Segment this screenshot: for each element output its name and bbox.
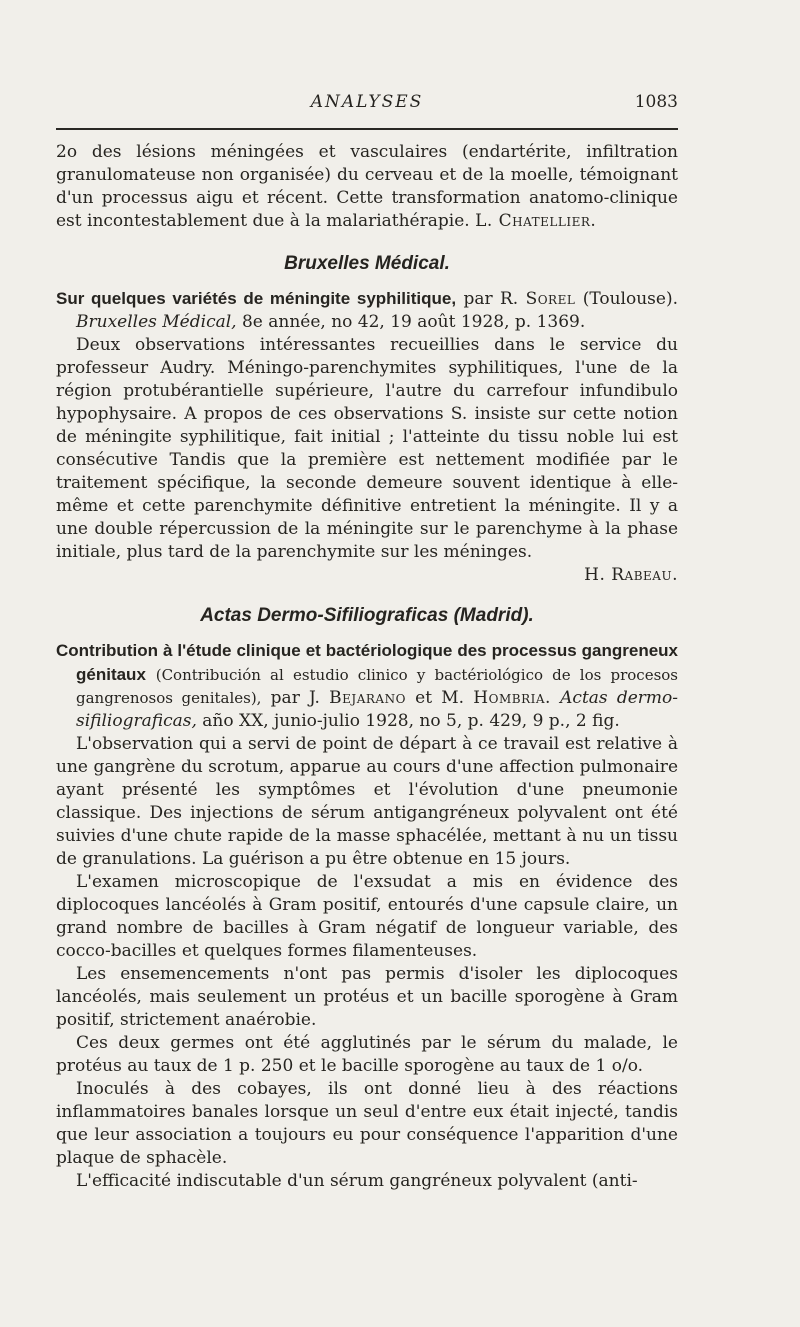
journal-name: Bruxelles Médical, [76, 312, 237, 332]
ref-details: año XX, junio-julio 1928, no 5, p. 429, 9 p., 2 fig. [202, 711, 620, 731]
journal-heading-bruxelles: Bruxelles Médical. [284, 253, 450, 274]
article-reference [56, 639, 678, 733]
signature-text: H. Rabeau. [584, 565, 678, 585]
article-body: Deux observations intéressantes recueillies dans le service du professeur Audry. Méningo-parenchymites syphilitiques, l'une de la région protubérantielle supérieure, l'autre du carrefour infundibulo hypophysaire. A propos de ces observations S. insiste sur cette notion de méningite syphilitique, fait initial ; l'atteinte du tissu noble lui est consécutive Tandis que la première est nettement modifiée par le traitement spécifique, la seconde demeure souvent identique à elle-même et cette parenchymite définitive entretient la méningite. Il y a une double répercussion de la méningite sur le parenchyme à la phase initiale, plus tard de la parenchymite sur les méninges. [56, 335, 678, 562]
signature-rabeau [56, 564, 678, 587]
ref-by: par J. [270, 688, 320, 708]
article-paragraph: Les ensemencements n'ont pas permis d'isoler les diplocoques lancéolés, mais seulement un protéus et un bacille sporogène à Gram positif, strictement anaérobie. [56, 964, 678, 1030]
ref-details: 8e année, no 42, 19 août 1928, p. 1369. [241, 312, 586, 332]
header-rule [56, 128, 678, 130]
running-head [56, 92, 678, 118]
page-body [56, 141, 678, 1193]
article-title: Sur quelques variétés de méningite syphilitique, [56, 289, 457, 308]
journal-name: Actas dermo-sifiliograficas, [76, 688, 679, 731]
article-paragraph: L'observation qui a servi de point de départ à ce travail est relative à une gangrène du scrotum, apparue au cours d'une affection pulmonaire ayant présenté les symptômes et l'évolution d'une pneumonie classique. Des injections de sérum antigangréneux polyvalent ont été suivies d'une chute rapide de la masse sphacélée, mettant à nu un tissu de granulations. La guérison a pu être obtenue en 15 jours. [56, 734, 678, 869]
article-paragraph: Inoculés à des cobayes, ils ont donné lieu à des réactions inflammatoires banales lorsque un seul d'entre eux était injecté, tandis que leur association a toujours eu pour conséquence l'apparition d'une plaque de sphacèle. [56, 1079, 678, 1168]
article-paragraph: L'efficacité indiscutable d'un sérum gangréneux polyvalent (anti- [76, 1171, 638, 1191]
journal-heading-actas: Actas Dermo-Sifiliograficas (Madrid). [200, 605, 534, 626]
article-title: Contribution à l'étude clinique et bactériologique des processus gangreneux génitaux [56, 641, 678, 684]
article-reference [56, 287, 678, 334]
article-paragraph: L'examen microscopique de l'exsudat a mis en évidence des diplocoques lancéolés à Gram positif, entourés d'une capsule claire, un grand nombre de bacilles à Gram négatif de longueur variable, des cocco-bacilles et quelques formes filamenteuses. [56, 872, 678, 961]
page-number: 1083 [634, 92, 678, 112]
author-name: Sorel [525, 289, 576, 309]
signature-chatellier: L. Chatellier. [475, 211, 597, 231]
continuation-text: 2o des lésions méningées et vasculaires (endartérite, infiltration granulomateuse non organisée) du cerveau et de la moelle, témoignant d'un processus aigu et récent. Cette transformation anatomo-clinique est incontestablement due à la malariathérapie. [56, 142, 678, 231]
article-paragraph: Ces deux germes ont été agglutinés par le sérum du malade, le protéus au taux de 1 p. 250 et le bacille sporogène au taux de 1 o/o. [56, 1033, 678, 1076]
original-title: (Contribución al estudio clinico y bactériológico de los procesos gangrenosos genitales), [76, 666, 678, 707]
running-head-title: ANALYSES [310, 92, 424, 112]
continuation-paragraph [56, 141, 678, 233]
author-name: Bejarano [329, 688, 406, 708]
ref-and: et M. [415, 688, 465, 708]
author-name: Hombria. [473, 688, 551, 708]
ref-by: par R. [463, 289, 519, 309]
ref-place: (Toulouse). [582, 289, 678, 309]
